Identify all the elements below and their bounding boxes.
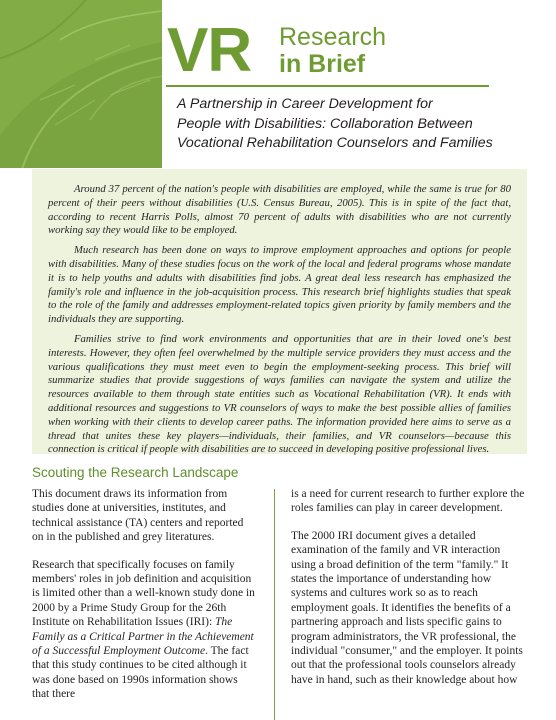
left-paragraph-2-start: Research that specifically focuses on family members' roles in job definition and acquisition is limited other than a well-known study done in 2000 by a Prime Study Group for the 26th Institute on Rehabilitation Issues (IRI): xyxy=(32,558,255,629)
leaf-graphic xyxy=(0,0,162,168)
left-paragraph-1: This document draws its information from studies done at universities, institutes, and technical assistance (TA) centers and reported on in the published and grey literatures. xyxy=(32,488,244,544)
intro-box xyxy=(32,169,527,454)
iri-study-title: The Family as a Critical Partner in the Achievement of a Successful Employment Outcome xyxy=(32,616,254,658)
column-divider xyxy=(274,489,275,720)
right-paragraph-1: is a need for current research to further explore the roles families can play in career development. xyxy=(291,488,525,515)
document-subtitle xyxy=(177,95,547,154)
vr-research-in-brief-logo xyxy=(167,16,527,90)
intro-paragraph-1: Around 37 percent of the nation's people with disabilities are employed, while the same is true for 80 percent of their peers without disabilities (U.S. Census Bureau, 2005). This is in spite of the fact that, according to recent Harris Polls, almost 70 percent of adults with disabilities who are not currently working say they would like to be employed. xyxy=(48,183,511,237)
subtitle-line-2: People with Disabilities: Collaboration Between xyxy=(177,115,473,132)
intro-paragraph-3: Families strive to find work environments and opportunities that are in their loved one's best interests. However, they often feel overwhelmed by the multiple service providers they must access and the various qualifications they must meet even to begin the employment-seeking process. This brief will summarize studies that provide suggestions of ways families can navigate the system and utilize the resources available to them through state entities such as Vocational Rehabilitation (VR). It ends with additional resources and suggestions to VR counselors of ways to make the best possible allies of families when working with their clients to develop career paths. The information provided here aims to serve as a thread that unites these key players—individuals, their families, and VR counselors—because this connection is critical if people with disabilities are to succeed in developing positive professional lives. xyxy=(48,332,511,456)
intro-paragraph-2: Much research has been done on ways to improve employment approaches and options for people with disabilities. Many of these studies focus on the work of the local and federal programs whose mandate it is to help youths and adults with disabilities find jobs. A great deal less research has emphasized the family's role and influence in the job-acquisition process. This research brief highlights studies that speak to the role of the family and addresses employment-related topics given priority by family members and the individuals they are supporting. xyxy=(48,244,511,326)
section-heading: Scouting the Research Landscape xyxy=(32,465,239,480)
logo-research-text: Research xyxy=(279,23,386,51)
left-paragraph-2-end: . The fact that this study continues to be cited although it was done based on 1990s information shows that there xyxy=(32,645,249,701)
left-paragraph-2 xyxy=(32,558,257,702)
subtitle-line-3: Vocational Rehabilitation Counselors and Families xyxy=(177,135,493,151)
leaf-icon xyxy=(0,0,162,168)
header-rule xyxy=(166,85,489,87)
logo-vr-text: VR xyxy=(167,16,252,85)
left-column xyxy=(32,487,257,715)
subtitle-line-1: A Partnership in Career Development for xyxy=(177,96,433,112)
logo-in-brief-text: in Brief xyxy=(279,50,366,78)
right-column xyxy=(291,487,527,700)
right-paragraph-2: The 2000 IRI document gives a detailed examination of the family and VR interaction using a broad definition of the term "family." It states the importance of understanding how systems and cultures work so as to reach employment goals. It identifies the benefits of a partnering approach and lists specific gains to program administrators, the VR professional, the individual "consumer," and the employer. It points out that the professional tools counselors already have in hand, such as their knowledge about how xyxy=(291,529,523,686)
